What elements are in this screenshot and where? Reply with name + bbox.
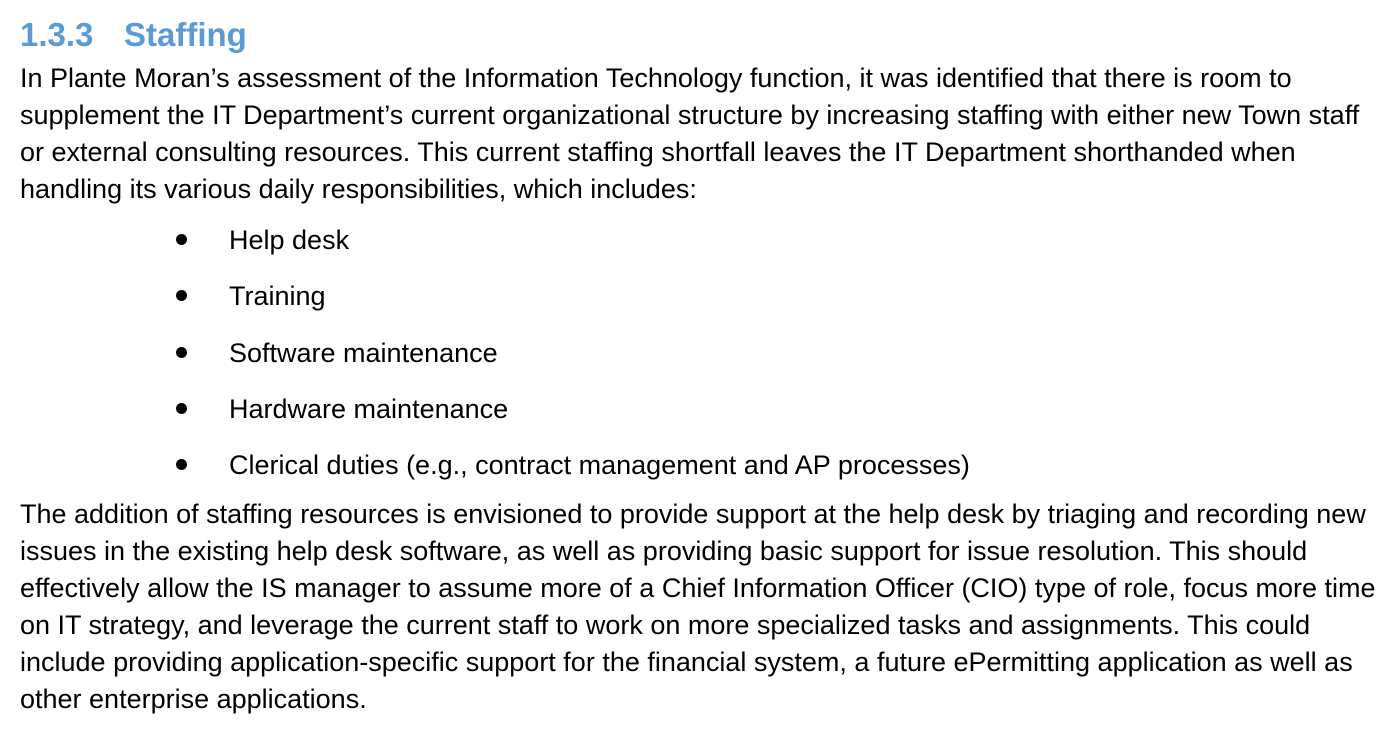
bullet-icon [176, 347, 187, 358]
section-number: 1.3.3 [20, 16, 94, 53]
bullet-icon [176, 234, 187, 245]
bullet-icon [176, 290, 187, 301]
bullet-icon [176, 459, 187, 470]
list-item [20, 222, 1390, 259]
section-title: Staffing [124, 16, 247, 53]
responsibilities-list [20, 222, 1390, 484]
closing-paragraph: The addition of staffing resources is envisioned to provide support at the help desk by triaging and recording new issues in the existing help desk software, as well as providing basic support for issue resolution. This should effectively allow the IS manager to assume more of a Chief Information Officer (CIO) type of role, focus more time on IT strategy, and leverage the current staff to work on more specialized tasks and assignments. This could include providing application-specific support for the financial system, a future ePermitting application as well as other enterprise applications. [20, 499, 1376, 715]
list-item-label: Clerical duties (e.g., contract management and AP processes) [229, 450, 970, 481]
list-item [20, 335, 1390, 372]
list-item-label: Help desk [229, 225, 350, 255]
list-item-label: Training [229, 281, 326, 312]
bullet-icon [176, 403, 187, 414]
intro-paragraph: In Plante Moran’s assessment of the Information Technology function, it was identified that there is room to supplement the IT Department’s current organizational structure by increasing staffing with either new Town staff or external consulting resources. This current staffing shortfall leaves the IT Department shorthanded when handling its various daily responsibilities, which includes: [20, 63, 1360, 204]
list-item-label: Hardware maintenance [229, 393, 509, 424]
list-item-label: Software maintenance [229, 337, 498, 368]
list-item [20, 278, 1390, 315]
document-page [20, 14, 1390, 718]
list-item [20, 447, 1390, 484]
list-item [20, 391, 1390, 428]
section-heading [20, 14, 1390, 56]
